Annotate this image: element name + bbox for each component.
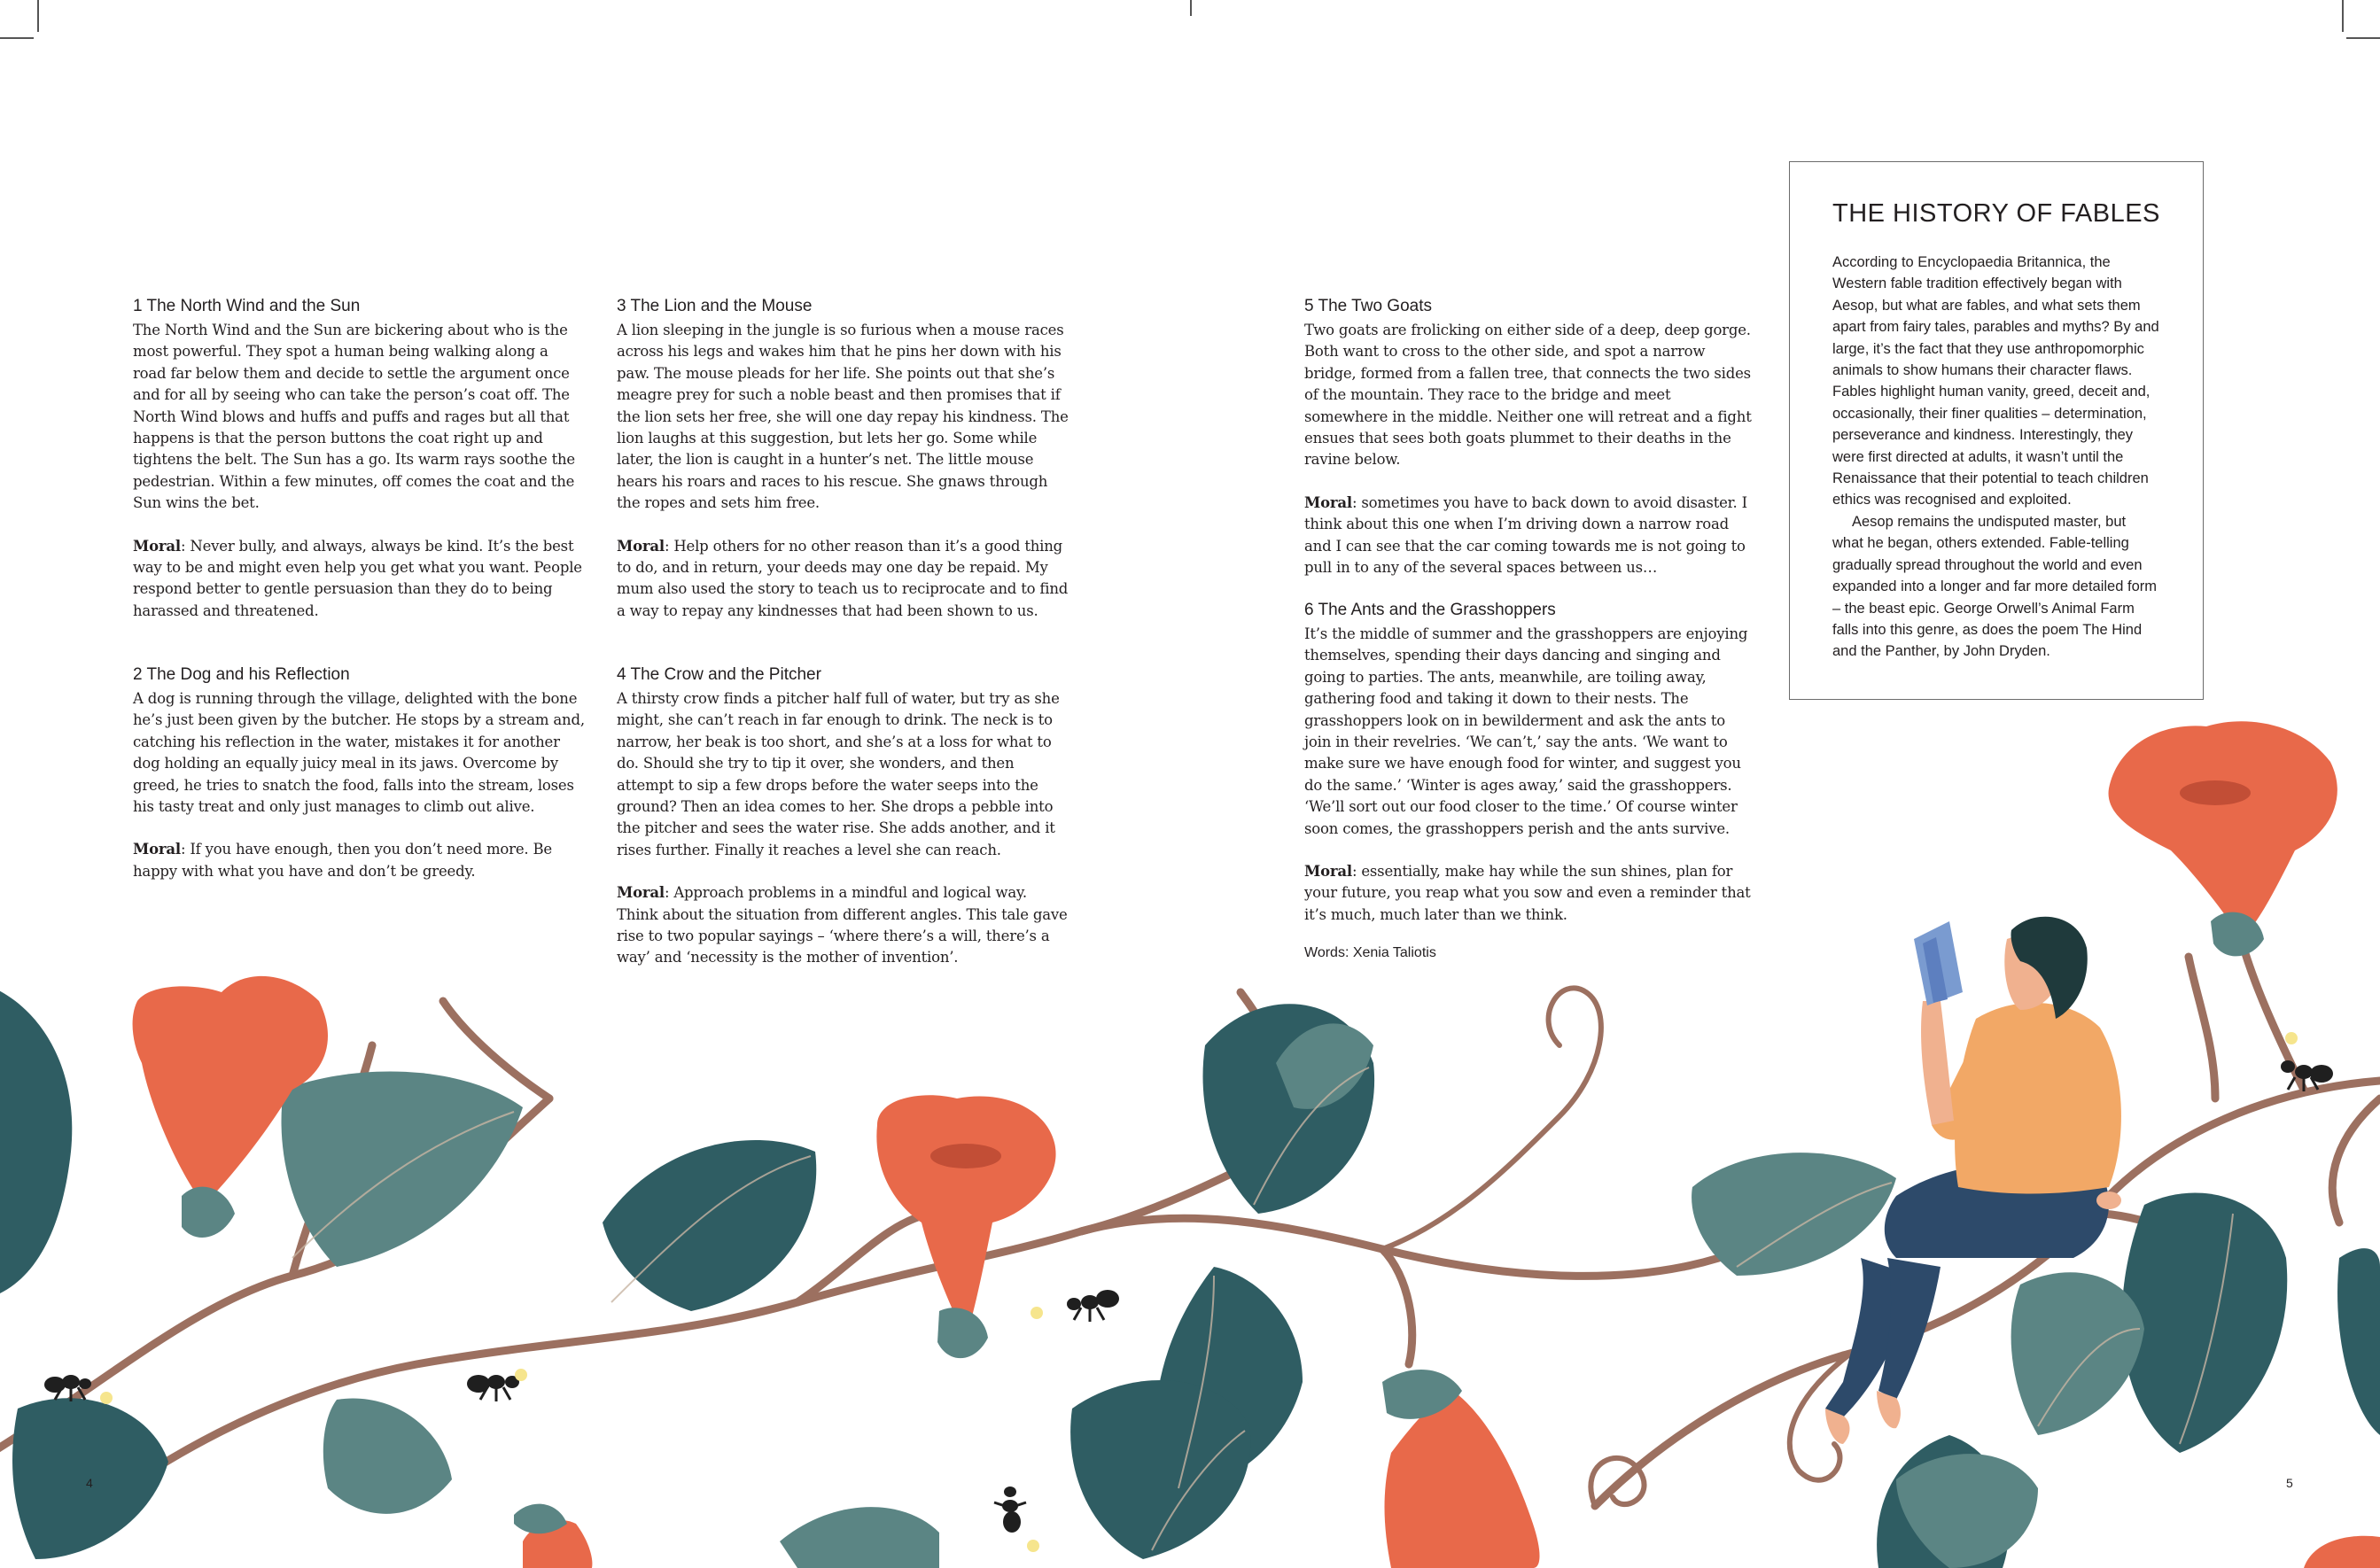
moral-label: Moral bbox=[617, 884, 665, 902]
moral-text: : Never bully, and always, always be kind. It’s the best way to be and might even help you get what you want. People respond better to gentle persuasion than they do to being harassed and threatened. bbox=[133, 537, 582, 619]
moral-text: : Help others for no other reason than it’s a good thing to do, and in return, your deeds may one day be repaid. My mum also used the story to teach us to reciprocate and to find a way to repay any kindnesses that had been shown to us. bbox=[617, 537, 1069, 619]
story-two-goats bbox=[1304, 296, 1756, 578]
moral-label: Moral bbox=[133, 841, 181, 858]
story-text: Two goats are frolicking on either side of a deep, deep gorge. Both want to cross to the other side, and spot a narrow bridge, formed from a fallen tree, that connects the two sides of the mountain. They race to the bridge and meet somewhere in the middle. Neither one will retreat and a fight ensues that sees both goats plummet to their deaths in the ravine below. bbox=[1304, 322, 1752, 469]
sidebar-paragraph-2: Aesop remains the undisputed master, but what he began, others extended. Fable-telling gradually spread throughout the world and even expanded into a longer and far more detailed form – the beast epic. George Orwell’s Animal Farm falls into this genre, as does the poem The Hind and the Panther, by John Dryden. bbox=[1832, 513, 2157, 660]
story-crow-pitcher bbox=[617, 664, 1069, 969]
story-moral bbox=[617, 882, 1069, 969]
story-title: 4 The Crow and the Pitcher bbox=[617, 665, 821, 684]
story-north-wind bbox=[133, 296, 585, 622]
story-moral bbox=[1304, 493, 1756, 579]
story-text: It’s the middle of summer and the grasshoppers are enjoying themselves, spending their days dancing and singing and going to parties. The ants, meanwhile, are toiling away, gathering food and taking it down to their nests. The grasshoppers look on in bewilderment and ask the ants to join in their revelries. ‘We can’t,’ say the ants. ‘We want to make sure we have enough food for winter, and suggest you do the same.’ ‘Winter is ages away,’ said the grasshoppers. ‘We’ll sort out our food closer to the time.’ Of course winter soon comes, the grasshoppers perish and the ants survive. bbox=[1304, 625, 1748, 837]
page-number-right: 5 bbox=[2286, 1476, 2293, 1490]
moral-label: Moral bbox=[617, 537, 665, 555]
story-moral bbox=[1304, 861, 1756, 926]
moral-label: Moral bbox=[1304, 863, 1352, 881]
story-text: A dog is running through the village, delighted with the bone he’s just been given by the butcher. He stops by a stream and, catching his reflection in the water, mistakes it for another dog holding an equally juicy meal in its jaws. Overcome by greed, he tries to snatch the food, falls into the stream, loses his tasty treat and only just manages to climb out alive. bbox=[133, 690, 585, 816]
story-moral bbox=[133, 839, 585, 882]
story-text: The North Wind and the Sun are bickering about who is the most powerful. They spot a human being walking along a road far below them and decide to settle the argument once and for all by seeing who can take the person’s coat off. The North Wind blows and huffs and puffs and rages but all that happens is that the person buttons the coat right up and tightens the belt. The Sun has a go. Its warm rays soothe the pedestrian. Within a few minutes, off comes the coat and the Sun wins the bet. bbox=[133, 322, 576, 512]
sidebar-title: THE HISTORY OF FABLES bbox=[1832, 199, 2160, 228]
moral-text: : Approach problems in a mindful and logical way. Think about the situation from different angles. This tale gave rise to two popular sayings – ‘where there’s a will, there’s a way’ and ‘necessity is the mother of invention’. bbox=[617, 884, 1068, 966]
author-credit: Words: Xenia Taliotis bbox=[1304, 945, 1436, 961]
story-moral bbox=[133, 536, 585, 623]
history-of-fables-box bbox=[1789, 161, 2204, 700]
story-title: 1 The North Wind and the Sun bbox=[133, 297, 361, 315]
story-title: 2 The Dog and his Reflection bbox=[133, 665, 350, 684]
story-moral bbox=[617, 536, 1069, 623]
page-number-left: 4 bbox=[86, 1476, 93, 1490]
moral-text: : sometimes you have to back down to avoid disaster. I think about this one when I’m driving down a narrow road and I can see that the car coming towards me is not going to pull in to any of the several spaces between us… bbox=[1304, 493, 1747, 577]
story-text: A thirsty crow finds a pitcher half full of water, but try as she might, she can’t reach in far enough to drink. The neck is to narrow, her beak is too short, and she’s at a loss for what to do. Should she try to tip it over, she wonders, and then attempt to sip a few drops before the water seeps into the ground? Then an idea comes to her. She drops a pebble into the pitcher and sees the water rise. She adds another, and it rises further. Finally it reaches a level she can reach. bbox=[617, 690, 1060, 858]
story-title: 5 The Two Goats bbox=[1304, 297, 1432, 315]
story-text: A lion sleeping in the jungle is so furious when a mouse races across his legs and wakes him that he pins her down with his paw. The mouse pleads for her life. She points out that she’s meagre prey for such a noble beast and then promises that if the lion sets her free, she will one day repay his kindness. The lion laughs at this suggestion, but lets her go. Some while later, the lion is caught in a hunter’s net. The little mouse hears his roars and races to his rescue. She gnaws through the ropes and sets him free. bbox=[617, 322, 1069, 512]
story-title: 3 The Lion and the Mouse bbox=[617, 297, 813, 315]
story-lion-mouse bbox=[617, 296, 1069, 622]
moral-label: Moral bbox=[133, 537, 181, 555]
story-dog-reflection bbox=[133, 664, 585, 882]
moral-text: : essentially, make hay while the sun shines, plan for your future, you reap what you sow and even a reminder that it’s much, much later than we think. bbox=[1304, 863, 1751, 923]
moral-text: : If you have enough, then you don’t need more. Be happy with what you have and don’t be greedy. bbox=[133, 841, 553, 880]
story-title: 6 The Ants and the Grasshoppers bbox=[1304, 601, 1556, 619]
story-ants-grasshoppers bbox=[1304, 600, 1756, 961]
moral-label: Moral bbox=[1304, 493, 1352, 511]
sidebar-paragraph-1: According to Encyclopaedia Britannica, the Western fable tradition effectively began with Aesop, but what are fables, and what sets them apart from fairy tales, parables and myths? By and large, it’s the fact that they use anthropomorphic animals to show humans their character flaws. Fables highlight human vanity, greed, deceit and, occasionally, their finer qualities – determination, perseverance and kindness. Interestingly, they were first directed at adults, it wasn’t until the Renaissance that their potential to teach children ethics was recognised and exploited. bbox=[1832, 254, 2159, 508]
